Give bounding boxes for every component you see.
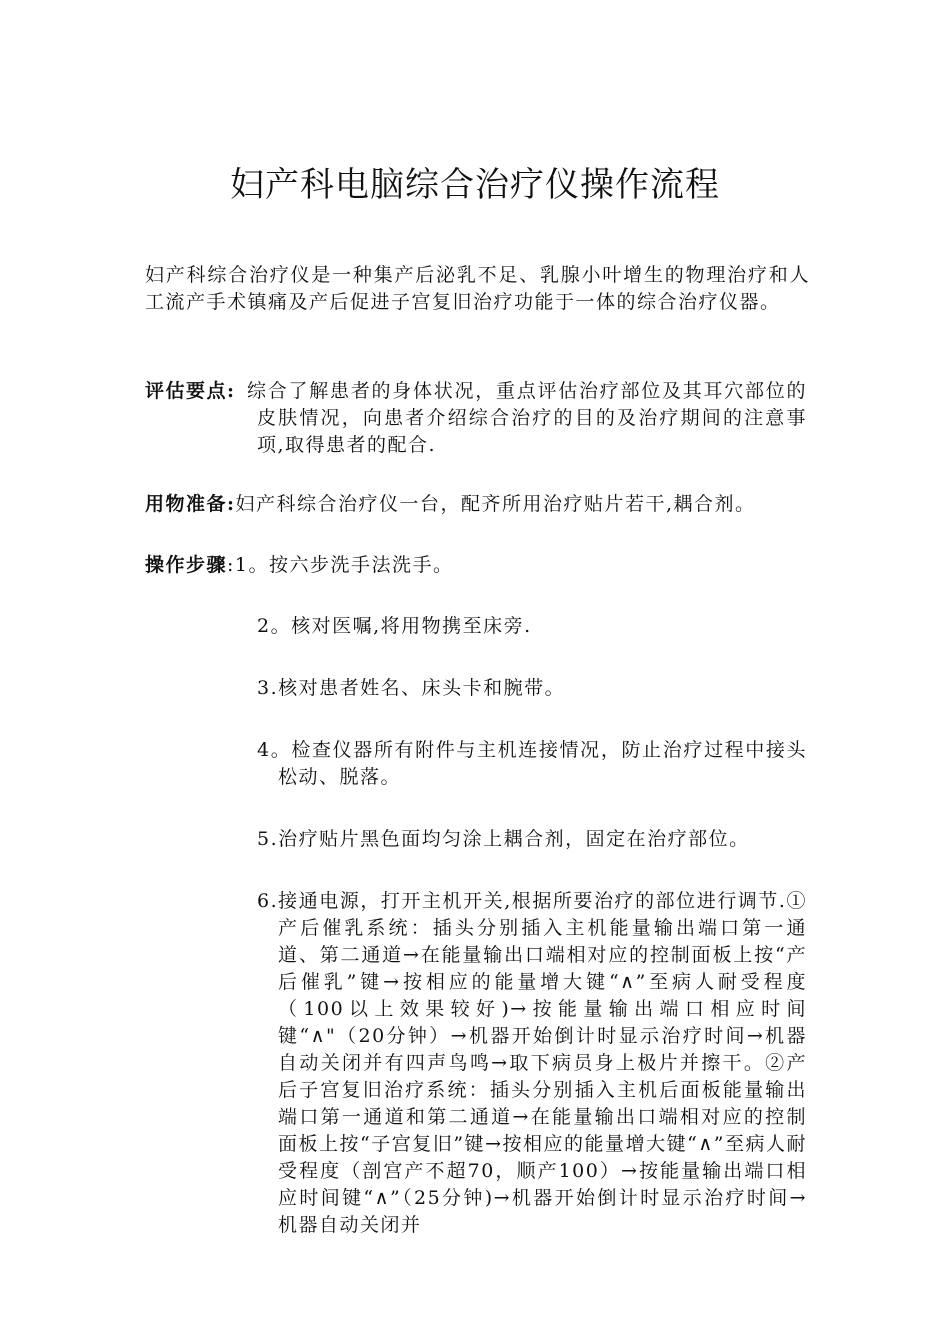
preparation-label: 用物准备:: [145, 493, 236, 515]
intro-paragraph: 妇产科综合治疗仪是一种集产后泌乳不足、乳腺小叶增生的物理治疗和人工流产手术镇痛及产后促进子宫复旧治疗功能于一体的综合治疗仪器。: [145, 264, 810, 313]
step-4: 4。检查仪器所有附件与主机连接情况，防止治疗过程中接头松动、脱落。: [257, 739, 807, 788]
steps-label: 操作步骤: [145, 554, 228, 576]
step-3: 3.核对患者姓名、床头卡和腕带。: [257, 677, 566, 699]
assessment-label-row: [145, 378, 236, 405]
preparation-text: 妇产科综合治疗仪一台，配齐所用治疗贴片若干,耦合剂。: [235, 493, 756, 515]
steps-colon: :: [227, 554, 235, 576]
assessment-text: 综合了解患者的身体状况，重点评估治疗部位及其耳穴部位的皮肤情况，向患者介绍综合治疗的目的及治疗期间的注意事项,取得患者的配合.: [247, 380, 807, 456]
step-5: 5.治疗贴片黑色面均匀涂上耦合剂，固定在治疗部位。: [257, 828, 750, 850]
preparation-row: [145, 491, 825, 518]
steps-row: [145, 552, 454, 579]
steps-list: [257, 613, 807, 1239]
assessment-label: 评估要点:: [145, 380, 236, 402]
document-title: 妇产科电脑综合治疗仪操作流程: [230, 165, 720, 205]
step-2: 2。核对医嘱,将用物携至床旁.: [257, 615, 532, 637]
step-1: 1。按六步洗手法洗手。: [234, 554, 454, 576]
assessment-text-block: [247, 378, 807, 459]
step-6: 6.接通电源，打开主机开关,根据所要治疗的部位进行调节.①产后催乳系统：插头分别插入主机能量输出端口第一通道、第二通道→在能量输出口端相对应的控制面板上按“产后催乳”键→按相应的能量增大键“∧”至病人耐受程度（100以上效果较好)→按能量输出端口相应时间键“∧"（20分钟）→机器开始倒计时显示治疗时间→机器自动关闭并有四声鸟鸣→取下病员身上极片并擦干。②产后子宫复旧治疗系统：插头分别插入主机后面板能量输出端口第一通道和第二通道→在能量输出口端相对应的控制面板上按“子宫复旧”键→按相应的能量增大键“∧”至病人耐受程度（剖宫产不超70，顺产100）→按能量输出端口相应时间键“∧”（25分钟)→机器开始倒计时显示治疗时间→机器自动关闭并: [257, 890, 807, 1236]
